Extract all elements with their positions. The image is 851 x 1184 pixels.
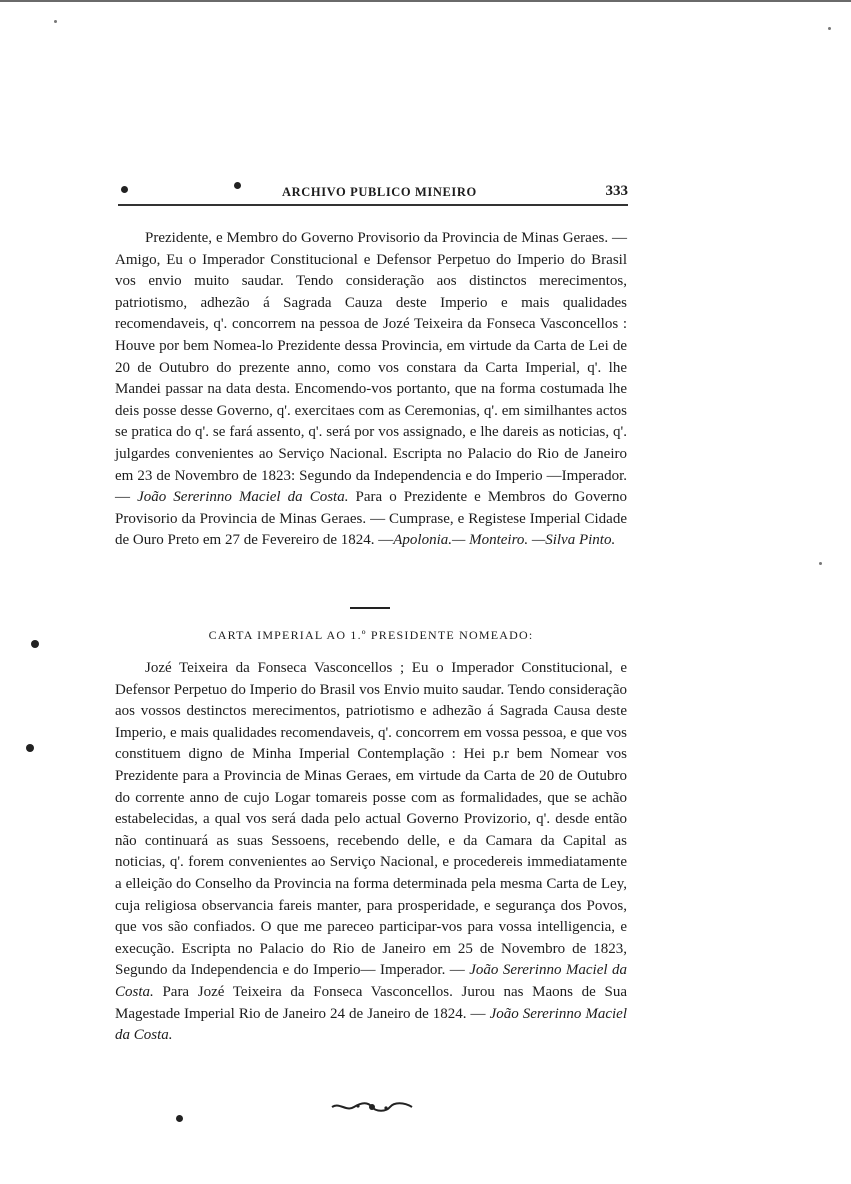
header-rule xyxy=(118,204,628,206)
margin-dot xyxy=(176,1115,183,1122)
scan-top-edge xyxy=(0,0,851,2)
page-number: 333 xyxy=(605,183,628,199)
paragraph-carta-imperial xyxy=(115,658,627,1047)
running-header xyxy=(118,183,628,207)
paragraph-text: Jozé Teixeira da Fonseca Vasconcellos ; Eu o Imperador Constitucional, e Defensor Perpetuo do Imperio do Brasil vos Envio muito saudar. Tendo consideração aos vossos destinctos merecimentos, patriotismo e adhezão á Sagrada Causa deste Imperio, e mais qualidades recomendaveis, q'. concorrem em vossa pessoa, e que vos constituem digno de Minha Imperial Contemplação : Hei p.r bem Nomear vos Prezidente para a Provincia de Minas Geraes, em virtude da Carta de 20 de Outubro do corrente anno de cujo Logar tomareis posse com as formalidades, que se achão estabelecidas, a qual vos será dada pelo actual Governo Provizorio, q'. desde então não continuará as suas Sessoens, recebendo delle, e da Camara da Capital as noticias, q'. forem convenientes ao Serviço Nacional, e procedereis immediatamente a elleição do Conselho da Provincia na forma determinada pela mesma Carta de Ley, cuja religiosa observancia fareis manter, para prosperidade, e segurança dos Povos, que vos são confiados. O que me pareceo participar-vos para vossa intelligencia, e execução. Escripta no Palacio do Rio de Janeiro em 25 de Novembro de 1823, Segundo da Independencia e do Imperio— Imperador. — xyxy=(115,660,627,979)
paragraph-letter-to-governo xyxy=(115,228,627,552)
paragraph-text: Para o Prezidente e Membros do Governo Provisorio da Provincia de Minas Geraes. — Cumprase, e Registese Imperial Cidade de Ouro Preto em 27 de Fevereiro de 1824. — xyxy=(115,489,627,549)
signatures: Apolonia.— Monteiro. —Silva Pinto. xyxy=(393,532,616,549)
section-separator xyxy=(350,607,390,609)
section-heading: CARTA IMPERIAL AO 1.º PRESIDENTE NOMEADO: xyxy=(208,628,534,642)
paragraph-text: Prezidente, e Membro do Governo Provisorio da Provincia de Minas Geraes. — Amigo, Eu o Imperador Constitucional e Defensor Perpetuo do Imperio do Brasil vos envio muito saudar. Tendo consideração aos distinctos merecimentos, patriotismo, adhezão á Sagrada Cauza deste Imperio e mais qualidades recomendaveis, q'. concorrem na pessoa de Jozé Teixeira da Fonseca Vasconcellos : Houve por bem Nomea-lo Prezidente dessa Provincia, em virtude da Carta de Lei de 20 de Outubro do prezente anno, como vos constara da Carta Imperial, q'. lhe Mandei passar na data desta. Encomendo-vos portanto, que na forma costumada lhe deis posse desse Governo, q'. exercitaes com as Ceremonias, q'. em similhantes actos se pratica do q'. se fará assento, q'. será por vos assignado, e lhe dareis as noticias, q'. julgardes convenientes ao Serviço Nacional. Escripta no Palacio do Rio de Janeiro em 23 de Novembro de 1823: Segundo da Independencia e do Imperio —Imperador. — xyxy=(115,230,627,506)
margin-dot xyxy=(26,744,34,752)
signature: João Sererinno Maciel da Costa. xyxy=(137,489,349,506)
tailpiece-ornament xyxy=(330,1100,414,1114)
signature: João Sererinno Maciel da Costa. xyxy=(115,1005,628,1044)
paragraph-text: Para Jozé Teixeira da Fonseca Vasconcellos. Jurou nas Maons de Sua Magestade Imperial Rio de Janeiro 24 de Janeiro de 1824. — xyxy=(115,983,627,1022)
signature: João Sererinno Maciel da Costa. xyxy=(115,962,628,1000)
running-title: ARCHIVO PUBLICO MINEIRO xyxy=(282,185,477,199)
margin-dot xyxy=(31,640,39,648)
